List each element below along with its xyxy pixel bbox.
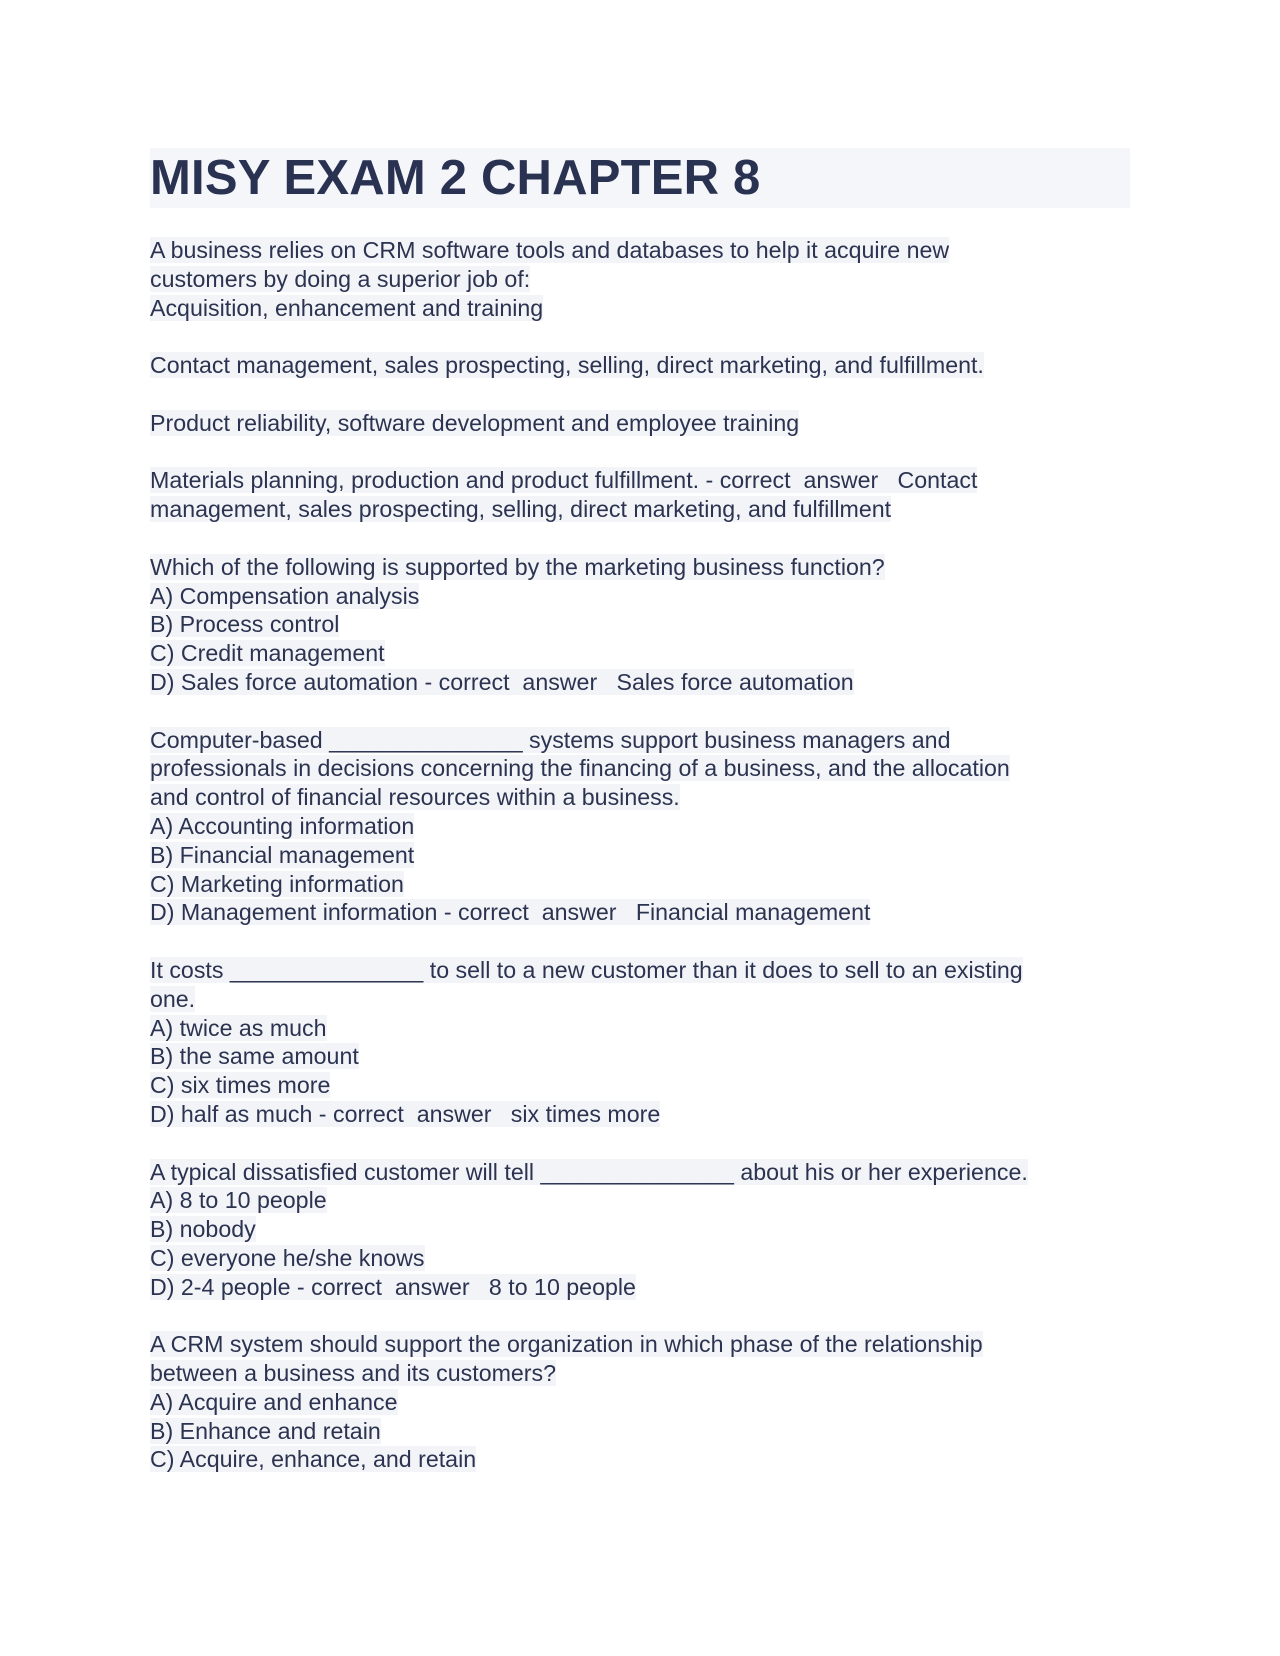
text-line: Materials planning, production and product fulfillment. - correct answer Contact [150,467,978,494]
text-line: Computer-based _______________ systems support business managers and [150,726,951,753]
text-line: Contact management, sales prospecting, selling, direct marketing, and fulfillment. [150,352,984,379]
text-line: B) Process control [150,611,340,638]
text-line: D) Management information - correct answer Financial management [150,899,871,926]
text-line: C) Marketing information [150,870,404,897]
text-line: D) half as much - correct answer six times more [150,1100,661,1127]
text-line: C) six times more [150,1072,331,1099]
text-line: between a business and its customers? [150,1360,557,1387]
text-line: one. [150,985,196,1012]
document-page [150,148,1130,1474]
text-line: management, sales prospecting, selling, direct marketing, and fulfillment [150,496,892,523]
text-line: A) 8 to 10 people [150,1187,327,1214]
answer-option-block [150,466,1130,524]
document-title: MISY EXAM 2 CHAPTER 8 [150,148,1130,208]
text-line: A) Acquire and enhance [150,1388,398,1415]
question-block-5 [150,1158,1130,1302]
text-line: C) Acquire, enhance, and retain [150,1446,477,1473]
text-line: A CRM system should support the organization in which phase of the relationship [150,1331,983,1358]
text-line: D) 2-4 people - correct answer 8 to 10 people [150,1273,636,1300]
text-line: C) Credit management [150,640,385,667]
text-line: A) Compensation analysis [150,582,420,609]
text-line: and control of financial resources within a business. [150,784,680,811]
question-block-3 [150,726,1130,928]
text-line: B) the same amount [150,1043,359,1070]
text-line: B) Enhance and retain [150,1417,381,1444]
answer-option-block [150,409,1130,438]
text-line: A) Accounting information [150,812,415,839]
text-line: customers by doing a superior job of: [150,265,531,292]
text-line: Which of the following is supported by the marketing business function? [150,553,885,580]
text-line: C) everyone he/she knows [150,1244,425,1271]
question-block-4 [150,956,1130,1129]
text-line: D) Sales force automation - correct answer Sales force automation [150,668,854,695]
text-line: professionals in decisions concerning the financing of a business, and the allocation [150,755,1010,782]
text-line: Acquisition, enhancement and training [150,294,544,321]
text-line: B) nobody [150,1216,256,1243]
text-line: Product reliability, software development and employee training [150,409,800,436]
question-block-1 [150,236,1130,322]
answer-option-block [150,351,1130,380]
text-line: A business relies on CRM software tools and databases to help it acquire new [150,237,950,263]
question-block-6 [150,1330,1130,1474]
text-line: A typical dissatisfied customer will tell _______________ about his or her experience. [150,1158,1028,1185]
text-line: It costs _______________ to sell to a new customer than it does to sell to an existing [150,956,1023,983]
question-block-2 [150,553,1130,697]
text-line: B) Financial management [150,841,415,868]
text-line: A) twice as much [150,1014,327,1041]
